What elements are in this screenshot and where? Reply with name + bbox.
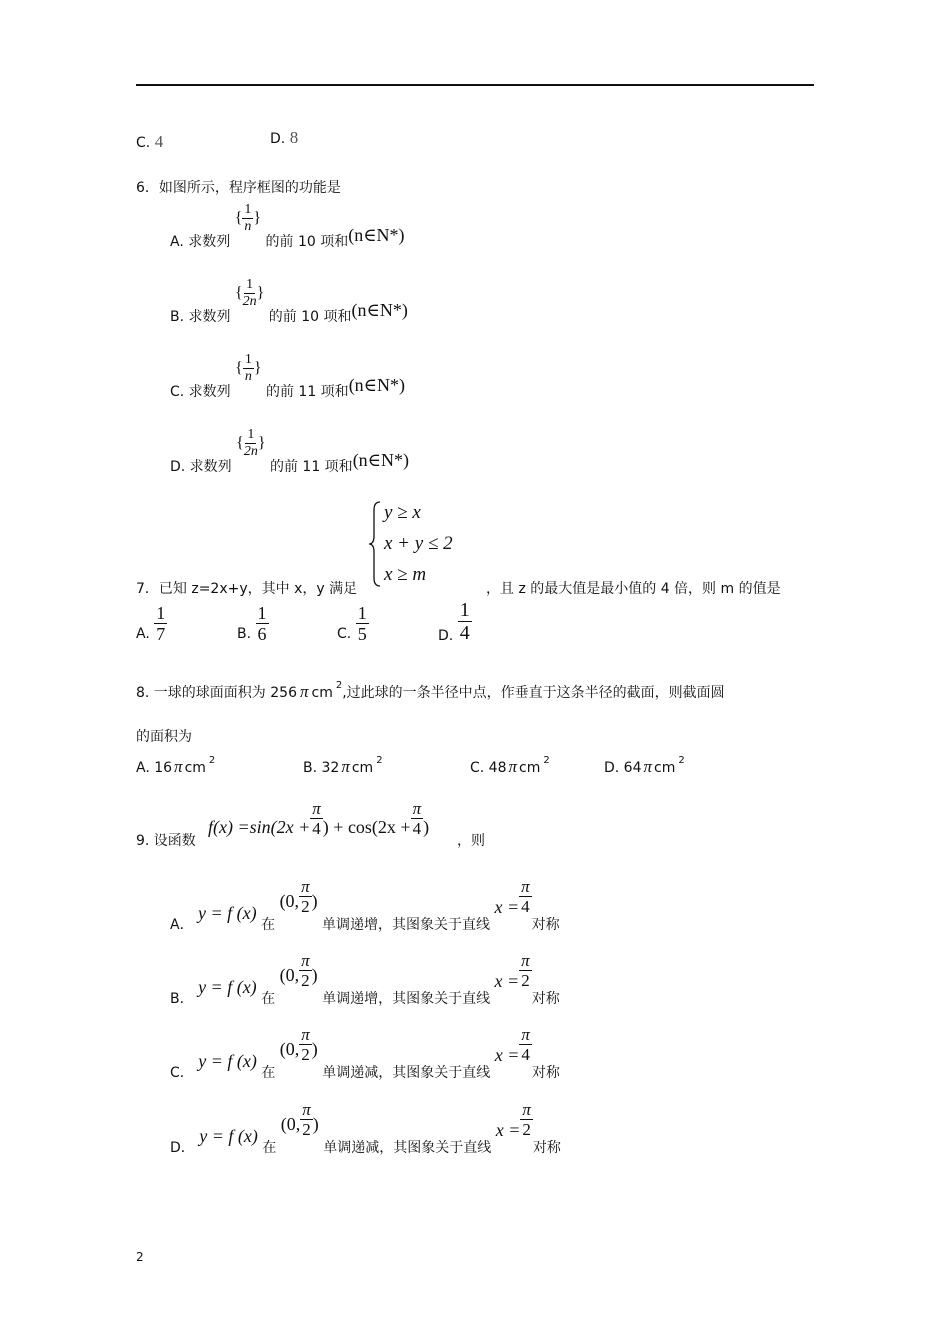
q9-stem-a: 9. 设函数 — [136, 833, 196, 849]
q8-stem-cont: 的面积为 — [136, 729, 192, 745]
q7-option-b: B. $\frac{1}{6}$ — [237, 603, 267, 644]
system-line-1: y ≥ x — [384, 502, 421, 523]
q7-stem-a: 7．已知 z=2x+y，其中 x，y 满足 — [136, 581, 358, 597]
q6-option-c: C. 求数列 { $\frac{1}{n}$ } 的前 11 项和(n∈N*) — [170, 352, 405, 400]
q9-option-d: D． y = f (x) 在 (0, $\frac{\pi}{2}$ ) 单调递减，其图象关于直线 x = $\frac{\pi}{2}$ 对称 — [170, 1100, 561, 1156]
q8-stem: 8. 一球的球面面积为 256 π cm $^2$,过此球的一条半径中点，作垂直于这条半径的截面，则截面圆 — [136, 680, 725, 701]
q8-option-a: A. 16 π cm $^2$ — [136, 755, 216, 776]
q9-stem-b: ，则 — [457, 833, 485, 849]
q9-option-a: A． y = f (x) 在 (0, $\frac{\pi}{2}$ ) 单调递增，其图象关于直线 x = $\frac{\pi}{4}$ 对称 — [170, 877, 560, 933]
q5-option-d: D. 8 — [270, 128, 299, 147]
q9-function: f(x) =sin(2x + $\frac{\pi}{4}$ ) + cos(2x + $\frac{\pi}{4}$ ) — [208, 799, 430, 838]
q9-option-b: B． y = f (x) 在 (0, $\frac{\pi}{2}$ ) 单调递增，其图象关于直线 x = $\frac{\pi}{2}$ 对称 — [170, 951, 560, 1007]
q6-option-b: B. 求数列 { $\frac{1}{2n}$ } 的前 10 项和(n∈N*) — [170, 277, 408, 325]
system-line-3: x ≥ m — [384, 564, 427, 585]
system-brace — [368, 500, 382, 588]
header-rule — [136, 84, 814, 86]
q7-stem-b: ，且 z 的最大值是最小值的 4 倍，则 m 的值是 — [486, 581, 781, 597]
q6-option-d: D. 求数列 { $\frac{1}{2n}$ } 的前 11 项和(n∈N*) — [170, 427, 409, 475]
q5-option-c: C. 4 — [136, 132, 164, 151]
system-line-2: x + y ≤ 2 — [384, 533, 453, 554]
q7-option-c: C. $\frac{1}{5}$ — [337, 603, 367, 644]
q7-option-a: A. $\frac{1}{7}$ — [136, 603, 166, 644]
q8-option-c: C. 48 π cm $^2$ — [470, 755, 550, 776]
q7-option-d: D. $\frac{1}{4}$ — [438, 599, 470, 644]
q6-stem: 6．如图所示，程序框图的功能是 — [136, 180, 341, 196]
q8-option-d: D. 64 π cm $^2$ — [604, 755, 685, 776]
q6-option-a: A. 求数列 { $\frac{1}{n}$ } 的前 10 项和(n∈N*) — [170, 202, 405, 250]
q9-option-c: C． y = f (x) 在 (0, $\frac{\pi}{2}$ ) 单调递减，其图象关于直线 x = $\frac{\pi}{4}$ 对称 — [170, 1025, 560, 1081]
page-number: 2 — [136, 1250, 144, 1264]
q8-option-b: B. 32 π cm $^2$ — [303, 755, 383, 776]
